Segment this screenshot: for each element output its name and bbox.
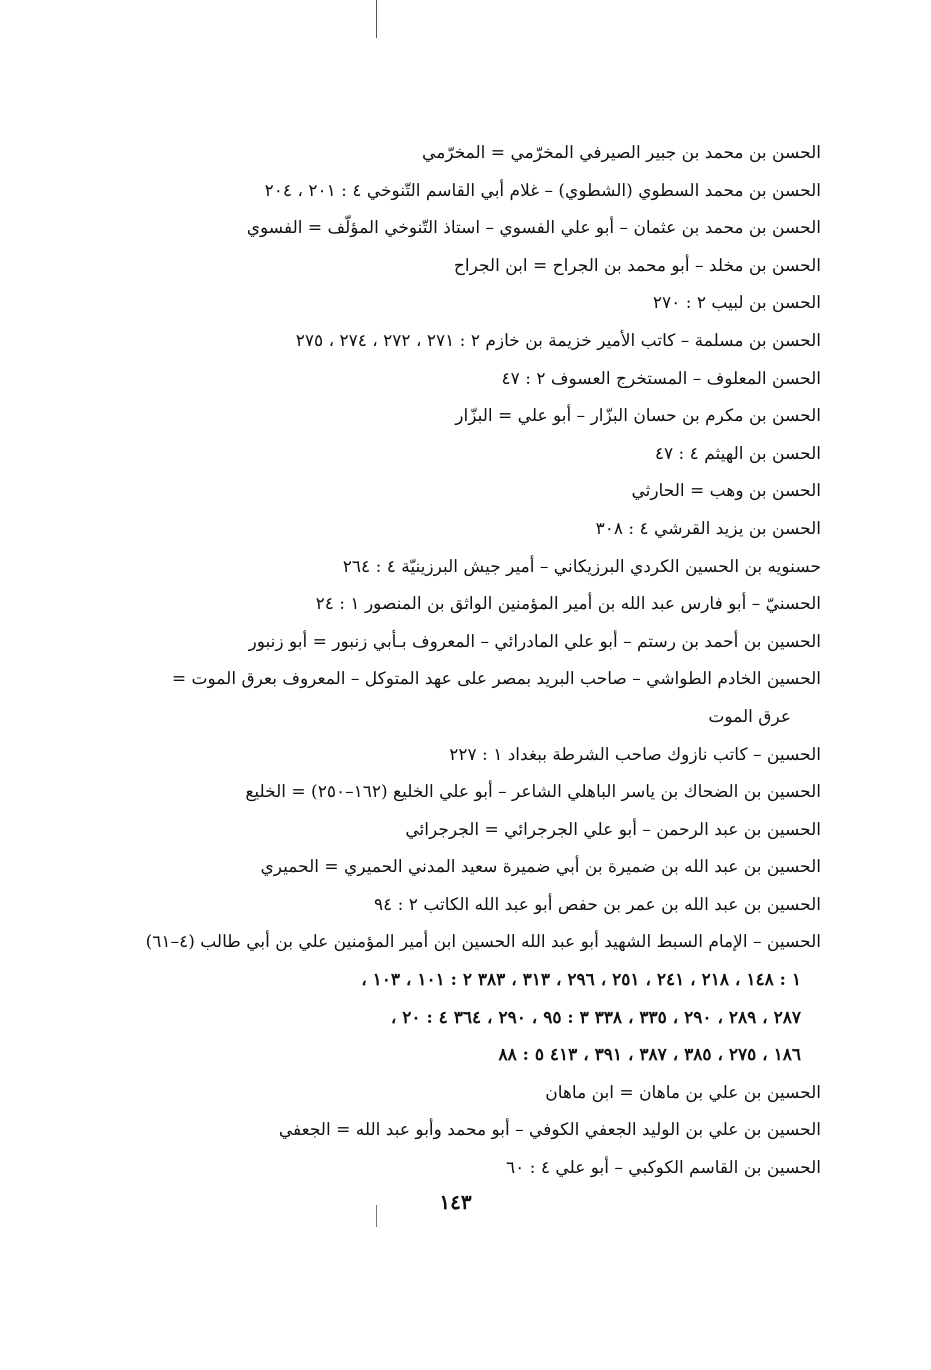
index-entry: الحسين بن أحمد بن رستم – أبو علي المادرائي – المعروف بـأبي زنبور = أبو زنبور xyxy=(248,631,821,652)
index-entry: الحسين بن القاسم الكوكبي – أبو علي ٤ : ٦٠ xyxy=(506,1158,821,1179)
index-entry: الحسين بن الضحاك بن ياسر الباهلي الشاعر – أبو علي الخليع (١٦٢–٢٥٠) = الخليع xyxy=(245,782,821,803)
index-entry: الحسين بن عبد الرحمن – أبو علي الجرجرائي = الجرجرائي xyxy=(405,819,821,840)
index-entry-wrapped xyxy=(141,661,821,736)
index-entry: الحسنيّ – أبو فارس عبد الله بن أمير المؤمنين الواثق بن المنصور ١ : ٢٤ xyxy=(315,594,821,615)
index-entry: الحسين – الإمام السبط الشهيد أبو عبد الله الحسين ابن أمير المؤمنين علي بن أبي طالب (٤–٦١) xyxy=(145,932,821,953)
index-entry: الحسن بن محمد بن جبير الصيرفي المخرّمي = المخرّمي xyxy=(422,143,821,163)
index-entry-continuation: عرق الموت xyxy=(708,706,791,727)
index-entry: الحسن بن وهب = الحارثي xyxy=(631,481,821,502)
reference-line: ١٨٦ ، ٢٧٥ ، ٣٨٥ ، ٣٨٧ ، ٣٩١ ، ٤١٣ ٥ : ٨٨ xyxy=(498,1045,801,1066)
index-entry: الحسين بن علي بن ماهان = ابن ماهان xyxy=(545,1082,821,1103)
index-entry: الحسن بن مخلد – أبو محمد بن الجراح = ابن الجراح xyxy=(453,255,821,276)
index-entry: الحسن بن مكرم بن حسان البزّار – أبو علي = البزّار xyxy=(455,406,821,427)
index-entry: الحسن بن مسلمة – كاتب الأمير خزيمة بن خازم ٢ : ٢٧١ ، ٢٧٢ ، ٢٧٤ ، ٢٧٥ xyxy=(295,330,821,351)
index-entry: الحسن بن محمد بن عثمان – أبو علي الفسوي – استاذ التّنوخي المؤلّف = الفسوي xyxy=(246,218,821,239)
index-entries xyxy=(141,135,821,1188)
index-entry: الحسين بن علي بن الوليد الجعفي الكوفي – أبو محمد وأبو عبد الله = الجعفي xyxy=(278,1120,821,1141)
page-number: ١٤٣ xyxy=(439,1190,472,1214)
index-entry: الحسن بن محمد السطوي (الشطوي) – غلام أبي القاسم التّنوخي ٤ : ٢٠١ ، ٢٠٤ xyxy=(264,180,821,201)
index-entry-first-line: الحسين الخادم الطواشي – صاحب البريد بمصر على عهد المتوكل – المعروف بعرق الموت = xyxy=(171,669,821,690)
index-entry: الحسين بن عبد الله بن ضميرة بن أبي ضميرة سعيد المدني الحميري = الحميري xyxy=(260,857,821,878)
index-entry: الحسن بن يزيد القرشي ٤ : ٣٠٨ xyxy=(595,518,821,539)
reference-line: ٢٨٧ ، ٢٨٩ ، ٢٩٠ ، ٣٣٥ ، ٣٣٨ ٣ : ٩٥ ، ٢٩٠ ، ٣٦٤ ٤ : ٢٠ ، xyxy=(390,1007,801,1028)
top-margin-line xyxy=(376,0,377,38)
index-entry: الحسين – كاتب نازوك صاحب الشرطة ببغداد ١ : ٢٢٧ xyxy=(449,744,821,765)
index-entry: حسنويه بن الحسين الكردي البرزيكاني – أمير جيش البرزينيّة ٤ : ٢٦٤ xyxy=(342,556,821,577)
index-entry: الحسن بن لبيب ٢ : ٢٧٠ xyxy=(652,293,821,314)
index-entry: الحسن المعلوف – المستخرج العسوف ٢ : ٤٧ xyxy=(501,368,821,389)
page-footer xyxy=(0,1190,931,1214)
reference-line: ١ : ١٤٨ ، ٢١٨ ، ٢٤١ ، ٢٥١ ، ٢٩٦ ، ٣١٣ ، ٣٨٣ ٢ : ١٠١ ، ١٠٣ ، xyxy=(361,970,801,991)
index-entry: الحسين بن عبد الله بن عمر بن حفص أبو عبد الله الكاتب ٢ : ٩٤ xyxy=(373,894,821,915)
index-entry: الحسن بن الهيثم ٤ : ٤٧ xyxy=(654,443,821,464)
